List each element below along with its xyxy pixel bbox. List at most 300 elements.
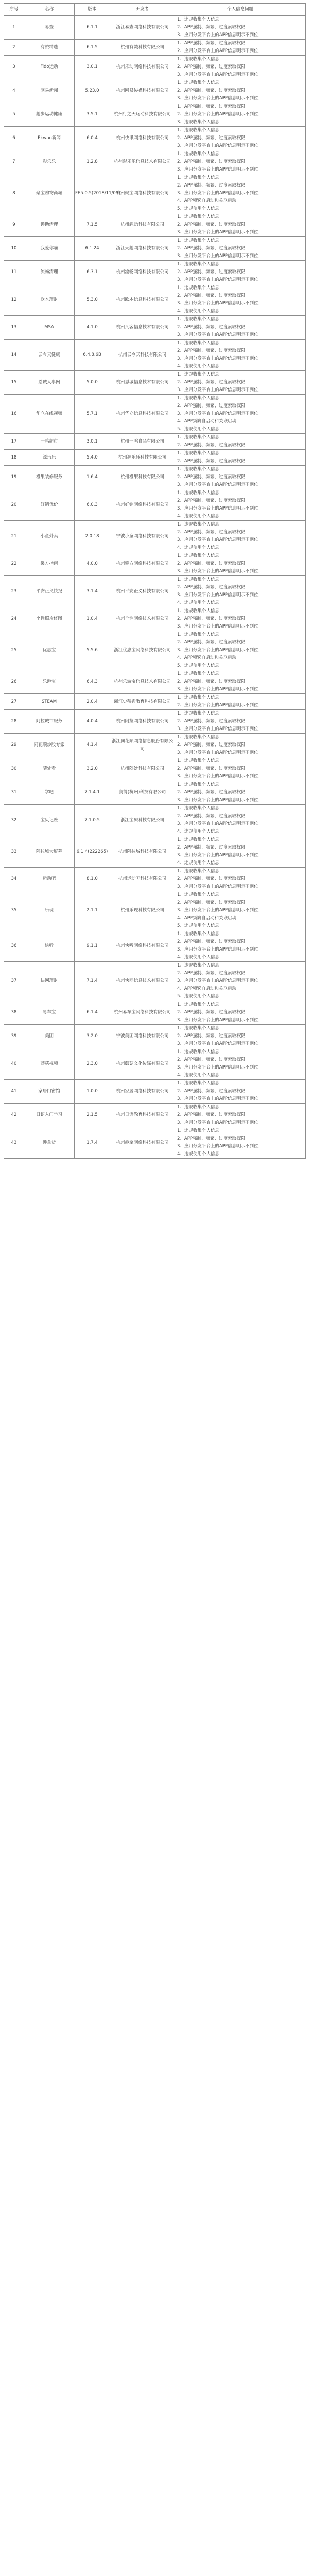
issue-line: 2、APP强制、频繁、过度索取权限 [177, 269, 245, 275]
cell-issues [175, 576, 306, 607]
cell-name: 趣步运动健康 [24, 103, 75, 127]
cell-name: 美团 [24, 1025, 75, 1048]
issue-line: 2、APP强制、频繁、过度索取权限 [177, 616, 245, 621]
cell-issues [175, 962, 306, 1001]
issue-line: 3、应用分发平台上的APP信息明示不到位 [177, 853, 259, 858]
cell-version: 5.23.0 [75, 79, 110, 103]
table-row [4, 694, 306, 710]
cell-issues [175, 1001, 306, 1025]
issue-line: 1、违规收集个人信息 [177, 782, 219, 787]
cell-name: 优惠宝 [24, 631, 75, 670]
issue-line: 2、APP强制、频繁、过度索取权限 [177, 719, 245, 724]
issue-line: 4、违规使用个人信息 [177, 829, 219, 834]
table-row [4, 103, 306, 127]
issue-line: 4、APP频繁自启动和关联启动 [177, 419, 236, 424]
cell-name: 快听 [24, 930, 75, 962]
cell-no: 34 [4, 868, 24, 891]
cell-developer: 杭州趣助科技有限公司 [110, 213, 175, 237]
table-row [4, 1127, 306, 1159]
cell-name: 有赞精选 [24, 40, 75, 56]
cell-name: MSA [24, 316, 75, 340]
issue-line: 2、APP强制、频繁、过度索取权限 [177, 900, 245, 905]
cell-version: 7.1.0.5 [75, 805, 110, 836]
issue-line: 3、应用分发平台上的APP信息明示不到位 [177, 569, 259, 574]
cell-no: 26 [4, 670, 24, 694]
cell-no: 42 [4, 1104, 24, 1127]
header-version: 版本 [75, 4, 110, 16]
issue-line: 3、应用分发平台上的APP信息明示不到位 [177, 1041, 259, 1046]
cell-version: 4.1.4 [75, 734, 110, 757]
table-row [4, 868, 306, 891]
cell-version: 1.0.4 [75, 607, 110, 631]
issue-line: 3、应用分发平台上的APP信息明示不到位 [177, 750, 259, 755]
table-row [4, 891, 306, 930]
issue-line: 2、APP强制、频繁、过度索取权限 [177, 64, 245, 70]
cell-version: 1.7.4 [75, 1127, 110, 1159]
issue-line: 3、应用分发平台上的APP信息明示不到位 [177, 191, 259, 196]
cell-name: 彩乐乐 [24, 150, 75, 174]
table-row [4, 450, 306, 466]
header-developer: 开发者 [110, 4, 175, 16]
issue-line: 3、应用分发平台上的APP信息明示不到位 [177, 1018, 259, 1023]
cell-developer: 杭州有赞科技有限公司 [110, 40, 175, 56]
cell-issues [175, 1025, 306, 1048]
issue-line: 3、应用分发平台上的APP信息明示不到位 [177, 947, 259, 952]
issue-line: 3、应用分发平台上的APP信息明示不到位 [177, 167, 259, 172]
table-row [4, 127, 306, 150]
cell-version: 2.1.1 [75, 891, 110, 930]
issue-line: 2、APP强制、频繁、过度索取权限 [177, 1089, 245, 1094]
cell-no: 10 [4, 237, 24, 261]
cell-name: 个性照片修图 [24, 607, 75, 631]
cell-name: 宝贝记账 [24, 805, 75, 836]
issue-line: 3、应用分发平台上的APP信息明示不到位 [177, 884, 259, 889]
cell-issues [175, 489, 306, 521]
issue-line: 2、APP强制、频繁、过度索取权限 [177, 443, 245, 448]
cell-developer: 杭州随处科技有限公司 [110, 757, 175, 781]
cell-issues [175, 552, 306, 576]
cell-version: 2.0.4 [75, 694, 110, 710]
cell-name: 易查 [24, 16, 75, 40]
cell-version: 2.1.5 [75, 1104, 110, 1127]
table-row [4, 466, 306, 489]
cell-developer: 杭州源乐乐科技有限公司 [110, 450, 175, 466]
cell-developer: 宁波小童网络科技有限公司 [110, 521, 175, 552]
cell-name: 云今天健康 [24, 340, 75, 371]
app-issues-table [4, 3, 306, 1159]
issue-line: 4、APP频繁自启动和关联启动 [177, 655, 236, 660]
issue-line: 3、应用分发平台上的APP信息明示不到位 [177, 96, 259, 101]
table-row [4, 805, 306, 836]
cell-issues [175, 395, 306, 434]
cell-no: 24 [4, 607, 24, 631]
cell-issues [175, 521, 306, 552]
table-row [4, 56, 306, 79]
issue-line: 1、违规收集个人信息 [177, 632, 219, 637]
cell-name: 网易新闻 [24, 79, 75, 103]
header-no: 序号 [4, 4, 24, 16]
issue-line: 1、违规收集个人信息 [177, 151, 219, 157]
issue-line: 2、APP强制、频繁、过度索取权限 [177, 845, 245, 850]
issue-line: 2、APP强制、频繁、过度索取权限 [177, 876, 245, 882]
cell-name: 小童外卖 [24, 521, 75, 552]
cell-no: 5 [4, 103, 24, 127]
issue-line: 3、应用分发平台上的APP信息明示不到位 [177, 726, 259, 732]
cell-issues [175, 213, 306, 237]
cell-version: 6.1.24 [75, 237, 110, 261]
table-row [4, 710, 306, 734]
issue-line: 1、违规收集个人信息 [177, 128, 219, 133]
issue-line: 3、应用分发平台上的APP信息明示不到位 [177, 648, 259, 653]
table-row [4, 174, 306, 213]
cell-issues [175, 40, 306, 56]
cell-developer: 杭州运动吧科技有限公司 [110, 868, 175, 891]
cell-no: 18 [4, 450, 24, 466]
cell-version: 1.0.0 [75, 1080, 110, 1104]
issue-line: 3、应用分发平台上的APP信息明示不到位 [177, 798, 259, 803]
cell-version: 3.5.1 [75, 103, 110, 127]
cell-no: 2 [4, 40, 24, 56]
cell-version: 6.4.8.6B [75, 340, 110, 371]
issue-line: 2、APP强制、频繁、过度索取权限 [177, 135, 245, 141]
table-row [4, 434, 306, 450]
cell-developer: 杭州快网信息技术有限公司 [110, 962, 175, 1001]
table-row [4, 395, 306, 434]
issue-line: 1、违规收集个人信息 [177, 806, 219, 811]
cell-developer: 杭州个性网络技术有限公司 [110, 607, 175, 631]
cell-no: 29 [4, 734, 24, 757]
table-row [4, 489, 306, 521]
cell-issues [175, 16, 306, 40]
page [0, 0, 309, 1162]
issue-line: 3、应用分发平台上的APP信息明示不到位 [177, 687, 259, 692]
issue-line: 1、违规收集个人信息 [177, 931, 219, 937]
issue-line: 2、APP强制、频繁、过度索取权限 [177, 498, 245, 503]
issue-line: 3、应用分发平台上的APP信息明示不到位 [177, 592, 259, 598]
cell-version: 7.1.5 [75, 213, 110, 237]
cell-developer: 杭州馨方网络科技有限公司 [110, 552, 175, 576]
issue-line: 1、违规收集个人信息 [177, 837, 219, 842]
issue-line: 2、APP强制、频繁、过度索取权限 [177, 348, 245, 353]
issue-line: 1、违规收集个人信息 [177, 317, 219, 322]
cell-version: 1.6.4 [75, 466, 110, 489]
table-row [4, 213, 306, 237]
cell-developer: 杭州恩城信息技术有限公司 [110, 371, 175, 395]
cell-issues [175, 1080, 306, 1104]
issue-line: 2、应用分发平台上的APP信息明示不到位 [177, 703, 259, 708]
cell-name: 蘑菇视频 [24, 1048, 75, 1080]
cell-version: 3.2.0 [75, 1025, 110, 1048]
cell-version: 5.7.1 [75, 395, 110, 434]
issue-line: 5、违规使用个人信息 [177, 923, 219, 928]
issue-line: 1、违规收集个人信息 [177, 577, 219, 582]
cell-version: 6.1.5 [75, 40, 110, 56]
cell-issues [175, 174, 306, 213]
table-row [4, 734, 306, 757]
cell-no: 20 [4, 489, 24, 521]
cell-issues [175, 237, 306, 261]
issue-line: 3、应用分发平台上的APP信息明示不到位 [177, 32, 259, 38]
issue-line: 3、应用分发平台上的APP信息明示不到位 [177, 624, 259, 629]
issue-line: 5、违规使用个人信息 [177, 663, 219, 668]
issue-line: 3、应用分发平台上的APP信息明示不到位 [177, 277, 259, 282]
table-row [4, 40, 306, 56]
cell-version: 2.3.0 [75, 1048, 110, 1080]
cell-developer: 浙江易查网络科技有限公司 [110, 16, 175, 40]
issue-line: 3、应用分发平台上的APP信息明示不到位 [177, 774, 259, 779]
issue-line: 2、APP强制、频繁、过度索取权限 [177, 459, 245, 464]
issue-line: 3、应用分发平台上的APP信息明示不到位 [177, 537, 259, 543]
issue-line: 2、APP强制、频繁、过度索取权限 [177, 1057, 245, 1062]
issue-line: 2、APP强制、频繁、过度索取权限 [177, 561, 245, 566]
issue-line: 2、APP强制、频繁、过度索取权限 [177, 742, 245, 748]
cell-no: 13 [4, 316, 24, 340]
cell-no: 36 [4, 930, 24, 962]
cell-developer: 浙江史蒂姆教育科技有限公司 [110, 694, 175, 710]
table-row [4, 340, 306, 371]
issue-line: 2、APP强制、频繁、过度索取权限 [177, 1112, 245, 1117]
issue-line: 1、违规收集个人信息 [177, 451, 219, 456]
cell-name: 日语入门学习 [24, 1104, 75, 1127]
cell-version: FE5.0.5(2018/11/05) [75, 174, 110, 213]
cell-name: 欧本理财 [24, 284, 75, 316]
cell-issues [175, 150, 306, 174]
cell-version: 5.5.6 [75, 631, 110, 670]
cell-issues [175, 284, 306, 316]
cell-developer: 宁波美团网络科技有限公司 [110, 1025, 175, 1048]
table-row [4, 576, 306, 607]
issue-line: 2、APP强制、频繁、过度索取权限 [177, 585, 245, 590]
table-row [4, 150, 306, 174]
issue-line: 4、违规使用个人信息 [177, 545, 219, 550]
cell-version: 7.1.4 [75, 962, 110, 1001]
cell-no: 12 [4, 284, 24, 316]
cell-developer: 杭州橙果科技有限公司 [110, 466, 175, 489]
table-row [4, 670, 306, 694]
cell-name: 橙果装修服务 [24, 466, 75, 489]
cell-issues [175, 316, 306, 340]
cell-developer: 杭州一鸣食品有限公司 [110, 434, 175, 450]
issue-line: 1、违规收集个人信息 [177, 892, 219, 897]
cell-version: 6.1.1 [75, 16, 110, 40]
cell-developer: 杭州乐游宝信息技术有限公司 [110, 670, 175, 694]
issue-line: 1、违规收集个人信息 [177, 262, 219, 267]
issue-line: 2、APP强制、频繁、过度索取权限 [177, 766, 245, 771]
issue-line: 4、违规使用个人信息 [177, 600, 219, 605]
issue-line: 1、违规收集个人信息 [177, 175, 219, 180]
issue-line: 3、应用分发平台上的APP信息明示不到位 [177, 908, 259, 913]
issue-line: 1、违规收集个人信息 [177, 869, 219, 874]
issue-line: 2、APP强制、频繁、过度索取权限 [177, 1136, 245, 1141]
table-row [4, 316, 306, 340]
cell-issues [175, 734, 306, 757]
cell-issues [175, 1104, 306, 1127]
issue-line: 1、违规收集个人信息 [177, 553, 219, 558]
issue-line: 2、APP强制、频繁、过度索取权限 [177, 790, 245, 795]
table-row [4, 836, 306, 868]
cell-version: 3.0.1 [75, 434, 110, 450]
issue-line: 2、APP强制、频繁、过度索取权限 [177, 640, 245, 645]
issue-line: 1、违规收集个人信息 [177, 238, 219, 243]
issue-line: 5、违规使用个人信息 [177, 994, 219, 999]
cell-developer: 浙江宝贝科技有限公司 [110, 805, 175, 836]
issue-line: 1、违规收集个人信息 [177, 341, 219, 346]
issue-line: 3、应用分发平台上的APP信息明示不到位 [177, 1120, 259, 1125]
issue-line: 1、违规收集个人信息 [177, 758, 219, 764]
issue-line: 1、违规收集个人信息 [177, 285, 219, 291]
issue-line: 2、APP强制、频繁、过度索取权限 [177, 530, 245, 535]
issue-line: 3、应用分发平台上的APP信息明示不到位 [177, 301, 259, 306]
cell-name: 好销优价 [24, 489, 75, 521]
cell-no: 38 [4, 1001, 24, 1025]
cell-version: 6.4.3 [75, 670, 110, 694]
cell-issues [175, 261, 306, 284]
cell-name: 聚宝购物商城 [24, 174, 75, 213]
table-header-row [4, 4, 306, 16]
cell-name: 随处看 [24, 757, 75, 781]
table-row [4, 371, 306, 395]
cell-issues [175, 930, 306, 962]
cell-version: 7.1.4.1 [75, 781, 110, 805]
cell-name: 家居门窗馆 [24, 1080, 75, 1104]
cell-name: 恩城人事网 [24, 371, 75, 395]
cell-no: 8 [4, 174, 24, 213]
cell-issues [175, 450, 306, 466]
table-row [4, 1025, 306, 1048]
issue-line: 1、违规收集个人信息 [177, 963, 219, 968]
issue-line: 5、违规使用个人信息 [177, 206, 219, 211]
cell-version: 1.2.8 [75, 150, 110, 174]
cell-no: 21 [4, 521, 24, 552]
issue-line: 4、违规使用个人信息 [177, 309, 219, 314]
issue-line: 4、违规使用个人信息 [177, 364, 219, 369]
table-row [4, 237, 306, 261]
issue-line: 1、违规收集个人信息 [177, 711, 219, 716]
table-row [4, 930, 306, 962]
issue-line: 4、APP频繁自启动和关联启动 [177, 198, 236, 204]
cell-version: 2.0.18 [75, 521, 110, 552]
issue-line: 3、应用分发平台上的APP信息明示不到位 [177, 143, 259, 148]
issue-line: 3、应用分发平台上的APP信息明示不到位 [177, 230, 259, 235]
cell-version: 4.1.0 [75, 316, 110, 340]
cell-developer: 浙江优惠宝网络科技有限公司 [110, 631, 175, 670]
cell-version: 3.2.0 [75, 757, 110, 781]
issue-line: 1、违规收集个人信息 [177, 522, 219, 527]
cell-no: 4 [4, 79, 24, 103]
cell-no: 6 [4, 127, 24, 150]
issue-line: 2、APP强制、频繁、过度索取权限 [177, 183, 245, 188]
cell-issues [175, 710, 306, 734]
issue-line: 2、APP强制、频繁、过度索取权限 [177, 1033, 245, 1039]
cell-version: 6.1.4 [75, 1001, 110, 1025]
issue-line: 2、APP强制、频繁、过度索取权限 [177, 1010, 245, 1015]
issue-line: 2、应用分发平台上的APP信息明示不到位 [177, 112, 259, 117]
cell-name: 我爱你喵 [24, 237, 75, 261]
cell-version: 4.0.4 [75, 710, 110, 734]
issue-line: 1、违规收集个人信息 [177, 1081, 219, 1086]
cell-version: 3.0.1 [75, 56, 110, 79]
issue-line: 1、违规收集个人信息 [177, 1105, 219, 1110]
cell-version: 6.0.3 [75, 489, 110, 521]
cell-developer: 杭州快听网络科技有限公司 [110, 930, 175, 962]
cell-name: 同花顺炒股专家 [24, 734, 75, 757]
table-row [4, 631, 306, 670]
issue-line: 4、APP频繁自启动和关联启动 [177, 986, 236, 991]
table-row [4, 284, 306, 316]
issue-line: 3、应用分发平台上的APP信息明示不到位 [177, 356, 259, 361]
cell-no: 1 [4, 16, 24, 40]
cell-name: 华立在线视频 [24, 395, 75, 434]
cell-name: 学吧 [24, 781, 75, 805]
issue-line: 2、APP强制、频繁、过度索取权限 [177, 325, 245, 330]
cell-issues [175, 371, 306, 395]
table-row [4, 1048, 306, 1080]
cell-developer: 杭州行之天运动科技有限公司 [110, 103, 175, 127]
table-row [4, 521, 306, 552]
table-row [4, 1080, 306, 1104]
cell-name: 阿拉城市服务 [24, 710, 75, 734]
issue-line: 3、应用分发平台上的APP信息明示不到位 [177, 411, 259, 416]
cell-issues [175, 434, 306, 450]
issue-line: 2、APP强制、频繁、过度索取权限 [177, 88, 245, 93]
issue-line: 1、违规收集个人信息 [177, 1026, 219, 1031]
table-row [4, 757, 306, 781]
cell-issues [175, 340, 306, 371]
issue-line: 1、违规收集个人信息 [177, 57, 219, 62]
table-row [4, 79, 306, 103]
issue-line: 1、违规收集个人信息 [177, 671, 219, 676]
issue-line: 4、违规使用个人信息 [177, 1151, 219, 1157]
issue-line: 3、应用分发平台上的APP信息明示不到位 [177, 253, 259, 259]
cell-issues [175, 103, 306, 127]
cell-no: 3 [4, 56, 24, 79]
cell-no: 33 [4, 836, 24, 868]
issue-line: 1、违规收集个人信息 [177, 1002, 219, 1007]
cell-developer: 杭州易车宝网络科技有限公司 [110, 1001, 175, 1025]
issue-line: 2、APP强制、频繁、过度索取权限 [177, 25, 245, 30]
issue-line: 1、违规收集个人信息 [177, 1049, 219, 1055]
cell-no: 40 [4, 1048, 24, 1080]
cell-developer: 杭州阿拉网络科技有限公司 [110, 710, 175, 734]
cell-issues [175, 781, 306, 805]
issue-line: 3、应用分发平台上的APP信息明示不到位 [177, 332, 259, 337]
issue-line: 1、违规收集个人信息 [177, 695, 219, 700]
cell-developer: 杭州彩乐乐信息技术有限公司 [110, 150, 175, 174]
cell-version: 5.0.0 [75, 371, 110, 395]
issue-line: 3、应用分发平台上的APP信息明示不到位 [177, 482, 259, 487]
cell-version: 6.3.1 [75, 261, 110, 284]
issue-line: 3、违规收集个人信息 [177, 120, 219, 125]
issue-line: 2、APP强制、频繁、过度索取权限 [177, 971, 245, 976]
cell-name: 快网理财 [24, 962, 75, 1001]
issue-line: 1、违规收集个人信息 [177, 435, 219, 440]
cell-name: 流畅清理 [24, 261, 75, 284]
issue-line: 1、违规收集个人信息 [177, 80, 219, 86]
cell-no: 16 [4, 395, 24, 434]
issue-line: 4、违规使用个人信息 [177, 860, 219, 866]
cell-name: STEAM [24, 694, 75, 710]
cell-developer: 杭州流畅网络科技有限公司 [110, 261, 175, 284]
cell-issues [175, 868, 306, 891]
cell-no: 41 [4, 1080, 24, 1104]
cell-developer: 杭州日语教育科技有限公司 [110, 1104, 175, 1127]
cell-developer: 杭州蘑菇文化传媒有限公司 [110, 1048, 175, 1080]
issue-line: 2、APP强制、频繁、过度索取权限 [177, 939, 245, 944]
table-row [4, 261, 306, 284]
cell-version: 4.0.0 [75, 552, 110, 576]
cell-issues [175, 1127, 306, 1159]
cell-version: 8.1.0 [75, 868, 110, 891]
